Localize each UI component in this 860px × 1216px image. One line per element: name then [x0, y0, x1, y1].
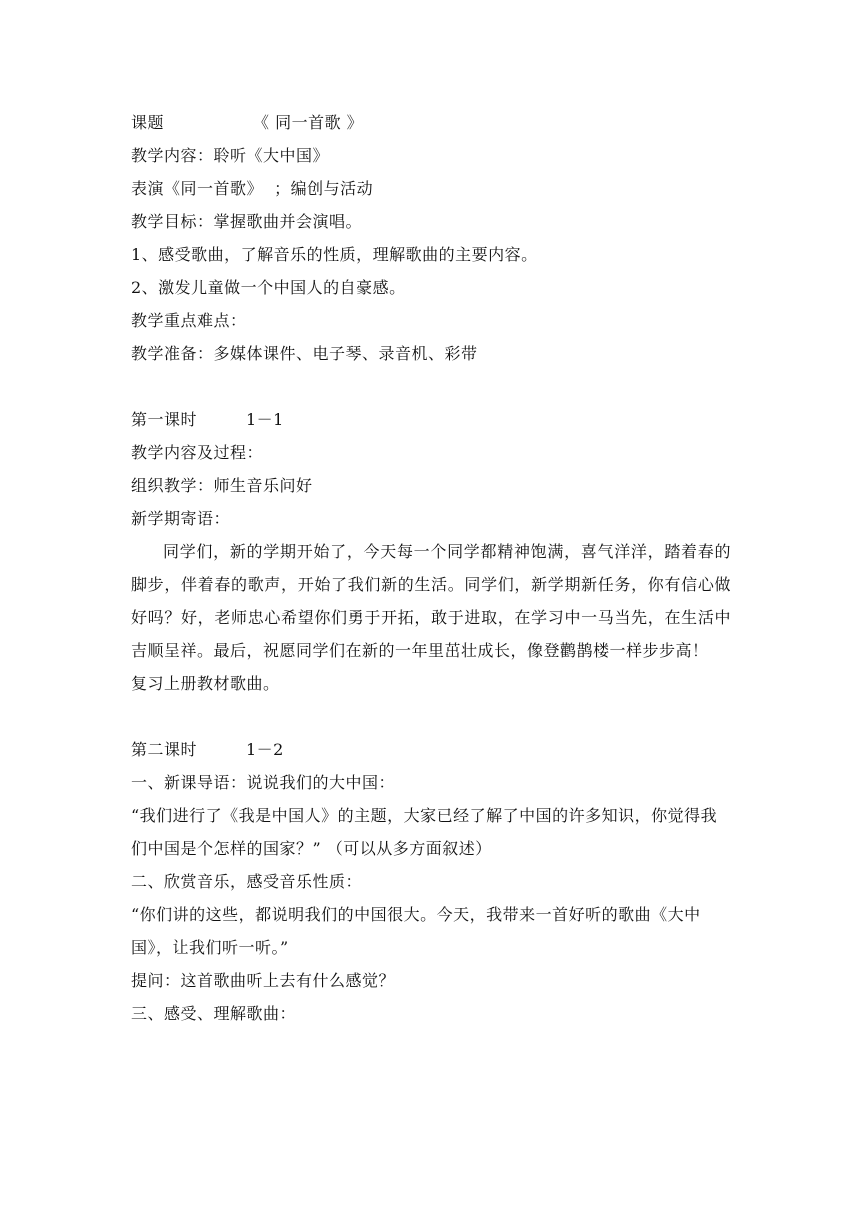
key-points-line: 教学重点难点：	[131, 311, 247, 330]
period1-heading	[131, 403, 731, 436]
period2-question: 提问：这首歌曲听上去有什么感觉？	[131, 971, 396, 990]
content-line-2: 表演《同一首歌》 ；编创与活动	[131, 179, 374, 198]
period1-message-title: 新学期寄语：	[131, 509, 231, 528]
spacer	[131, 370, 731, 403]
goal-item-2: 2、激发儿童做一个中国人的自豪感。	[131, 278, 406, 297]
lesson-title-line	[131, 106, 731, 139]
period2-intro-title: 一、新课导语：说说我们的大中国：	[131, 773, 396, 792]
period2-code: 1－2	[246, 740, 284, 759]
period2-appreciate-quote: “你们讲的这些，都说明我们的中国很大。今天，我带来一首好听的歌曲《大中国》，让我们听一听。”	[131, 905, 701, 957]
period1-organize: 组织教学：师生音乐问好	[131, 476, 313, 495]
document-page	[131, 106, 731, 1030]
prep-line: 教学准备：多媒体课件、电子琴、录音机、彩带	[131, 344, 478, 363]
period1-process: 教学内容及过程：	[131, 443, 264, 462]
period2-understand-title: 三、感受、理解歌曲：	[131, 1004, 297, 1023]
period2-appreciate-title: 二、欣赏音乐，感受音乐性质：	[131, 872, 363, 891]
period1-code: 1－1	[246, 410, 284, 429]
period1-label: 第一课时	[131, 410, 198, 429]
period2-intro-quote: “我们进行了《我是中国人》的主题，大家已经了解了中国的许多知识，你觉得我们中国是个怎样的国家？” （可以从多方面叙述）	[131, 806, 718, 858]
lesson-label: 课题	[131, 113, 165, 132]
period1-review: 复习上册教材歌曲。	[131, 674, 280, 693]
period1-message: 同学们，新的学期开始了，今天每一个同学都精神饱满，喜气洋洋，踏着春的脚步，伴着春的歌声，开始了我们新的生活。同学们，新学期新任务，你有信心做好吗？好，老师忠心希望你们勇于开拓，敢于进取，在学习中一马当先，在生活中吉顺呈祥。最后，祝愿同学们在新的一年里茁壮成长，像登鹳鹊楼一样步步高！	[131, 542, 731, 660]
content-line-1: 教学内容：聆听《大中国》	[131, 146, 330, 165]
goal-item-1: 1、感受歌曲，了解音乐的性质，理解歌曲的主要内容。	[131, 245, 538, 264]
period2-label: 第二课时	[131, 740, 198, 759]
period2-heading	[131, 733, 731, 766]
spacer	[131, 700, 731, 733]
lesson-title: 《 同一首歌 》	[253, 113, 364, 132]
goal-line: 教学目标：掌握歌曲并会演唱。	[131, 212, 363, 231]
